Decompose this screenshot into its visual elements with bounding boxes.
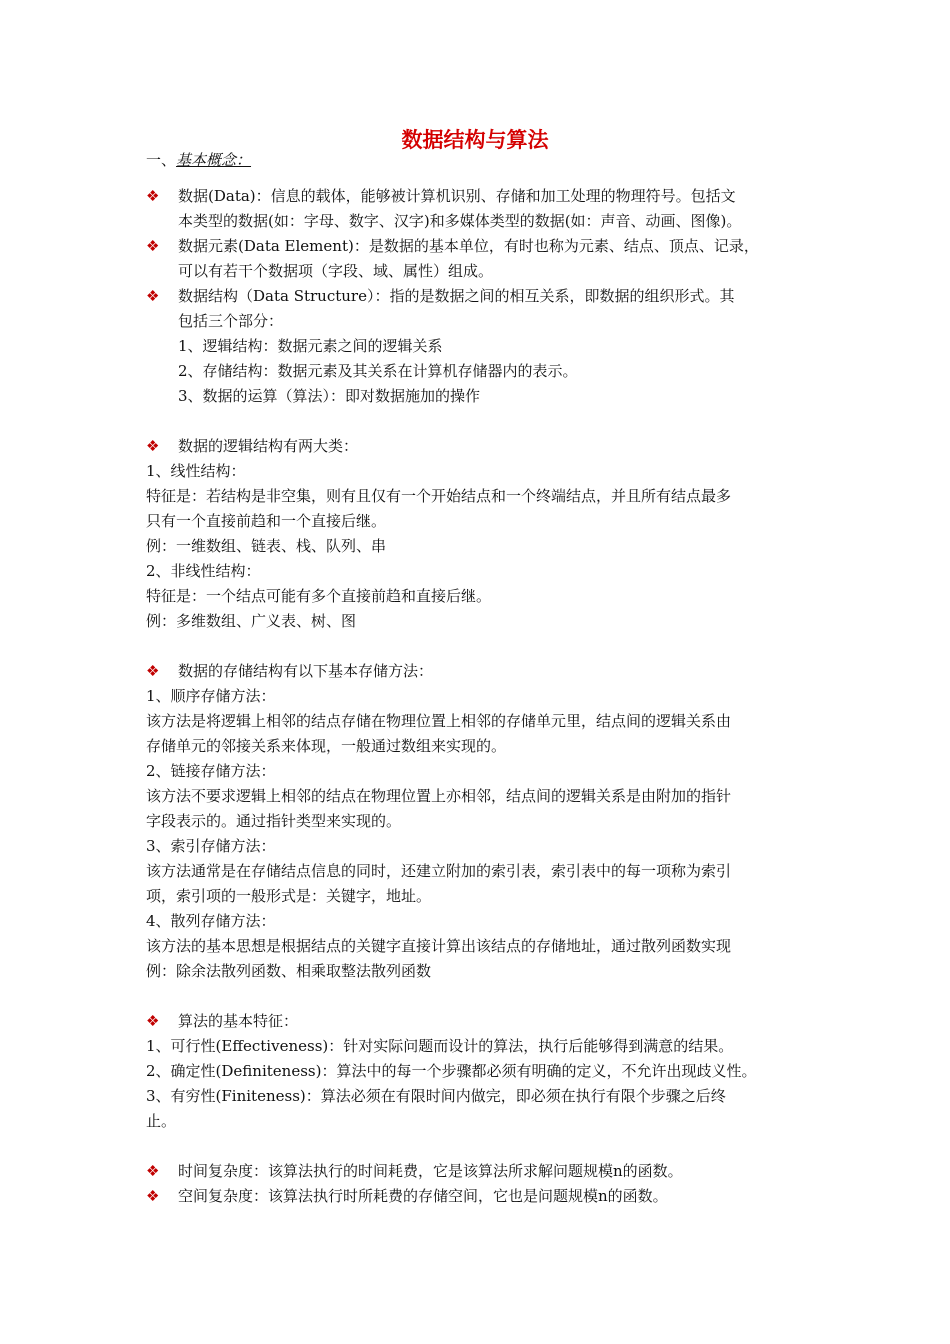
paragraph-line: 例：除余法散列函数、相乘取整法散列函数 — [146, 962, 432, 980]
paragraph-line: 特征是：一个结点可能有多个直接前趋和直接后继。 — [146, 587, 492, 605]
paragraph-line: 只有一个直接前趋和一个直接后继。 — [146, 512, 387, 530]
paragraph-line: 本类型的数据(如：字母、数字、汉字)和多媒体类型的数据(如：声音、动画、图像)。 — [178, 212, 742, 230]
paragraph-line: 包括三个部分： — [178, 312, 284, 330]
paragraph-line: 数据的存储结构有以下基本存储方法： — [178, 662, 434, 680]
paragraph-line: 可以有若干个数据项（字段、域、属性）组成。 — [178, 262, 494, 280]
paragraph-line: 特征是：若结构是非空集，则有且仅有一个开始结点和一个终端结点，并且所有结点最多 — [146, 487, 732, 505]
paragraph-line: 3、有穷性(Finiteness)：算法必须在有限时间内做完，即必须在执行有限个步骤之后终 — [146, 1087, 726, 1105]
paragraph-line: 该方法的基本思想是根据结点的关键字直接计算出该结点的存储地址，通过散列函数实现 — [146, 937, 732, 955]
bullet-icon: ❖ — [146, 1162, 160, 1180]
paragraph-line: 1、顺序存储方法： — [146, 687, 276, 705]
bullet-icon: ❖ — [146, 437, 160, 455]
bullet-icon: ❖ — [146, 1012, 160, 1030]
paragraph-line: 例：多维数组、广义表、树、图 — [146, 612, 357, 630]
section-heading — [146, 150, 251, 170]
bullet-icon: ❖ — [146, 662, 160, 680]
bullet-icon: ❖ — [146, 287, 160, 305]
paragraph-line: 止。 — [146, 1112, 177, 1130]
paragraph-line: 该方法不要求逻辑上相邻的结点在物理位置上亦相邻，结点间的逻辑关系是由附加的指针 — [146, 787, 732, 805]
paragraph-line: 数据的逻辑结构有两大类： — [178, 437, 359, 455]
paragraph-line: 2、链接存储方法： — [146, 762, 276, 780]
paragraph-line: 存储单元的邻接关系来体现，一般通过数组来实现的。 — [146, 737, 507, 755]
bullet-icon: ❖ — [146, 1187, 160, 1205]
bullet-icon: ❖ — [146, 187, 160, 205]
section-number: 一、 — [146, 151, 177, 169]
paragraph-line: 时间复杂度：该算法执行的时间耗费，它是该算法所求解问题规模n的函数。 — [178, 1162, 683, 1180]
paragraph-line: 1、可行性(Effectiveness)：针对实际问题而设计的算法，执行后能够得到满意的结果。 — [146, 1037, 734, 1055]
section-heading-text: 基本概念： — [176, 151, 252, 169]
list-item: 3、数据的运算（算法）：即对数据施加的操作 — [178, 387, 481, 405]
paragraph-line: 2、确定性(Definiteness)：算法中的每一个步骤都必须有明确的定义，不允许出现歧义性。 — [146, 1062, 757, 1080]
paragraph-line: 算法的基本特征： — [178, 1012, 299, 1030]
paragraph-line: 空间复杂度：该算法执行时所耗费的存储空间，它也是问题规模n的函数。 — [178, 1187, 668, 1205]
list-item: 1、逻辑结构：数据元素之间的逻辑关系 — [178, 337, 443, 355]
paragraph-line: 字段表示的。通过指针类型来实现的。 — [146, 812, 402, 830]
paragraph-line: 项，索引项的一般形式是：关键字，地址。 — [146, 887, 432, 905]
paragraph-line: 数据(Data)：信息的载体，能够被计算机识别、存储和加工处理的物理符号。包括文 — [178, 187, 736, 205]
paragraph-line: 数据元素(Data Element)：是数据的基本单位，有时也称为元素、结点、顶点、记录， — [178, 237, 759, 255]
paragraph-line: 4、散列存储方法： — [146, 912, 276, 930]
paragraph-line: 例：一维数组、链表、栈、队列、串 — [146, 537, 387, 555]
document-title: 数据结构与算法 — [401, 128, 549, 152]
paragraph-line: 该方法是将逻辑上相邻的结点存储在物理位置上相邻的存储单元里，结点间的逻辑关系由 — [146, 712, 732, 730]
list-item: 2、存储结构：数据元素及其关系在计算机存储器内的表示。 — [178, 362, 578, 380]
paragraph-line: 数据结构（Data Structure）：指的是数据之间的相互关系，即数据的组织形式。其 — [178, 287, 735, 305]
paragraph-line: 1、线性结构： — [146, 462, 246, 480]
paragraph-line: 该方法通常是在存储结点信息的同时，还建立附加的索引表，索引表中的每一项称为索引 — [146, 862, 732, 880]
paragraph-line: 3、索引存储方法： — [146, 837, 276, 855]
paragraph-line: 2、非线性结构： — [146, 562, 261, 580]
bullet-icon: ❖ — [146, 237, 160, 255]
